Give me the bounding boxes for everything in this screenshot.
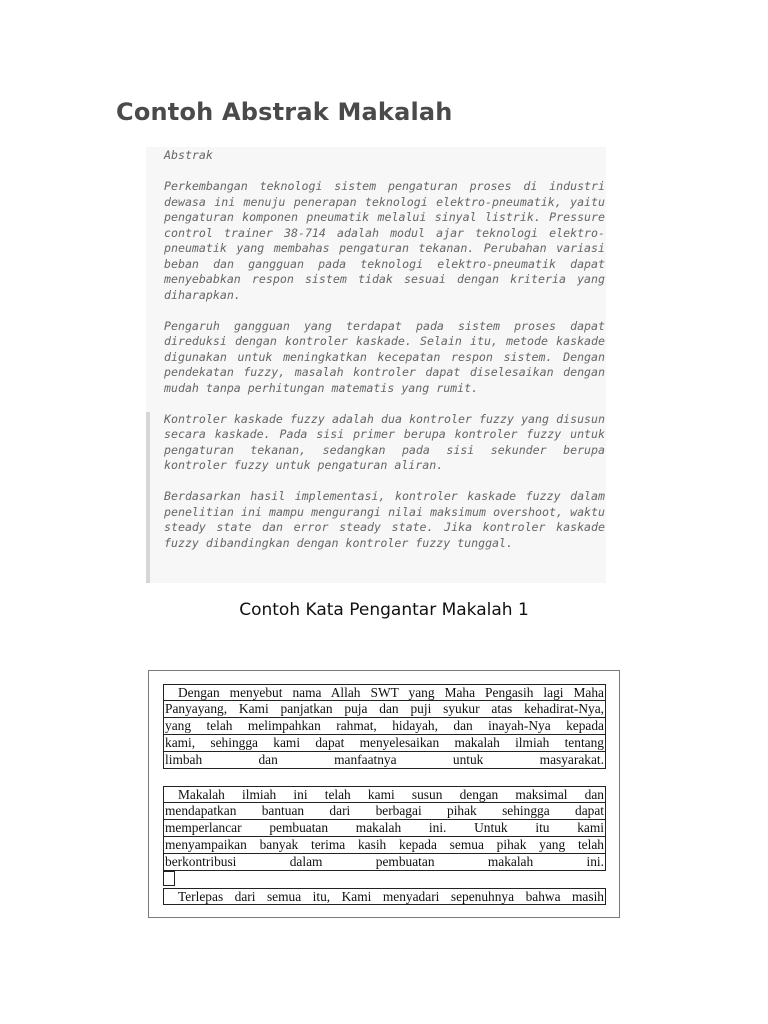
- blockquote-bar: [146, 412, 150, 583]
- abstract-paragraph-3: Kontroler kaskade fuzzy adalah dua kontroler fuzzy yang disusun secara kaskade. Pada sisi primer berupa kontroler fuzzy untuk pengaturan tekanan, sedangkan pada sisi sekunder berupa kontroler fuzzy untuk pengaturan aliran.: [164, 411, 605, 472]
- text-line: yang telah melimpahkan rahmat, hidayah, dan inayah-Nya kepada: [165, 718, 604, 733]
- text-line: Makalah ilmiah ini telah kami susun dengan maksimal dan: [163, 786, 606, 803]
- abstract-paragraph-1: Perkembangan teknologi sistem pengaturan proses di industri dewasa ini menuju penerapan teknologi elektro-pneumatik, yaitu pengaturan komponen pneumatik melalui sinyal listrik. Pressure control trainer 38-714 adalah modul ajar teknologi elektro-pneumatik yang membahas pengaturan tekanan. Perubahan variasi beban dan gangguan pada teknologi elektro-pneumatik dapat menyebabkan respon sistem tidak sesuai dengan kriteria yang diharapkan.: [164, 179, 605, 302]
- text-line: menyampaikan banyak terima kasih kepada semua pihak yang telah: [165, 837, 604, 852]
- abstract-paragraph-2: Pengaruh gangguan yang terdapat pada sistem proses dapat direduksi dengan kontroler kaskade. Selain itu, metode kaskade digunakan untuk meningkatkan kecepatan respon sistem. Dengan pendekatan fuzzy, masalah kontroler dapat diselesaikan dengan mudah tanpa perhitungan matematis yang rumit.: [164, 318, 605, 395]
- empty-line-box: [163, 871, 175, 886]
- text-line: mendapatkan bantuan dari berbagai pihak sehingga dapat: [165, 803, 604, 818]
- section-subtitle: Contoh Kata Pengantar Makalah 1: [239, 600, 529, 620]
- text-line: berkontribusi dalam pembuatan makalah ini.: [165, 854, 604, 869]
- kata-pengantar-paragraph-1: [163, 684, 606, 769]
- text-line: Dengan menyebut nama Allah SWT yang Maha Pengasih lagi Maha: [163, 684, 606, 701]
- abstract-heading: Abstrak: [164, 148, 213, 162]
- kata-pengantar-paragraph-2: [163, 786, 606, 871]
- text-line: limbah dan manfaatnya untuk masyarakat.: [165, 752, 604, 767]
- abstract-text: [164, 148, 605, 567]
- page-title: Contoh Abstrak Makalah: [116, 98, 453, 126]
- abstract-paragraph-4: Berdasarkan hasil implementasi, kontroler kaskade fuzzy dalam penelitian ini mampu mengurangi nilai maksimum overshoot, waktu steady state dan error steady state. Jika kontroler kaskade fuzzy dibandingkan dengan kontroler fuzzy tunggal.: [164, 489, 605, 550]
- text-line: Terlepas dari semua itu, Kami menyadari sepenuhnya bahwa masih: [163, 888, 606, 905]
- text-line: memperlancar pembuatan makalah ini. Untuk itu kami: [165, 820, 604, 835]
- kata-pengantar-paragraph-3: [163, 888, 606, 905]
- text-line: Panyayang, Kami panjatkan puja dan puji syukur atas kehadirat-Nya,: [165, 701, 604, 716]
- text-line: kami, sehingga kami dapat menyelesaikan makalah ilmiah tentang: [165, 735, 604, 750]
